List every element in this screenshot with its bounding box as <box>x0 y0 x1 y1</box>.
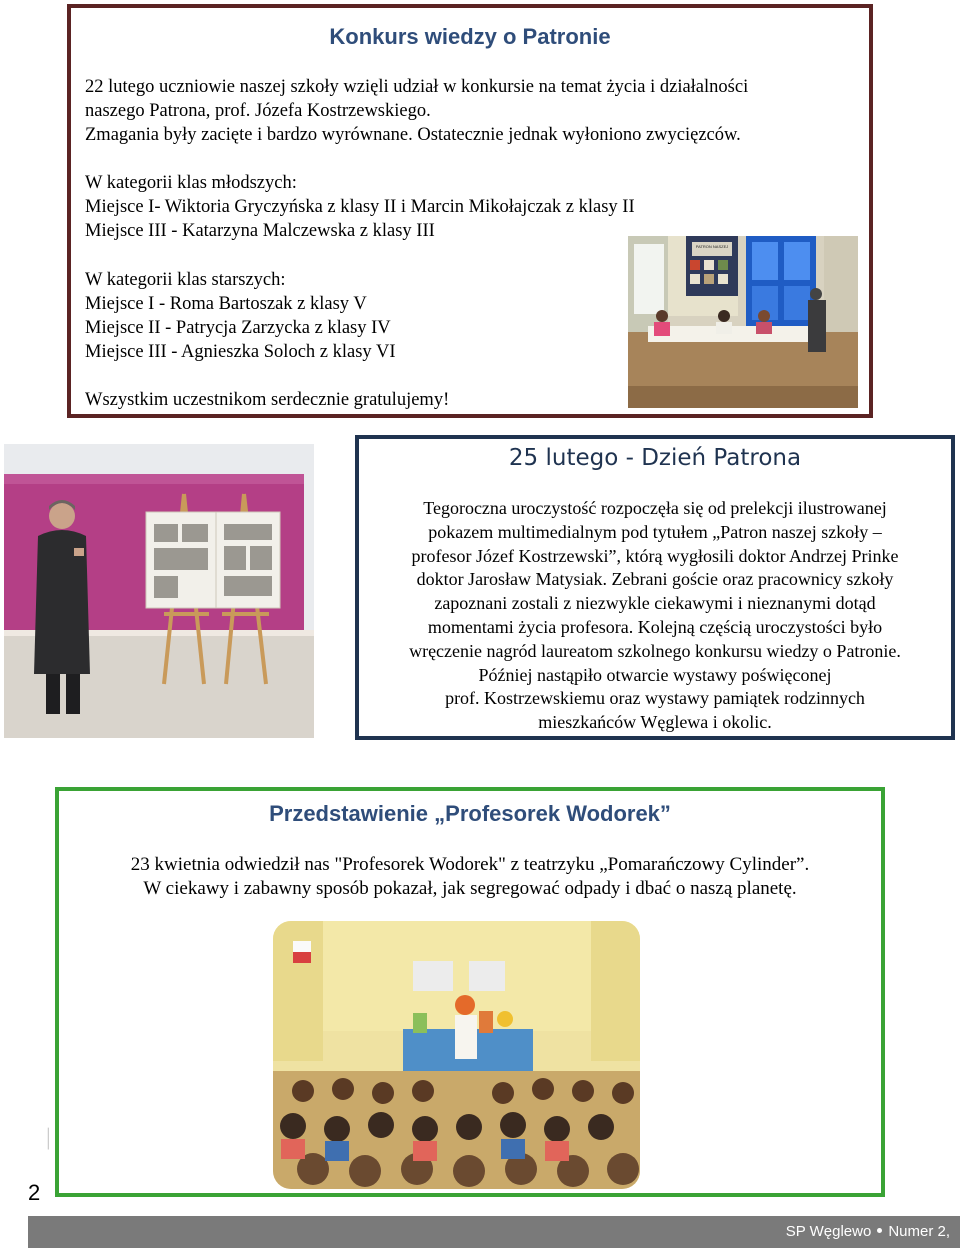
patron-day-line: mieszkańców Węglewa i okolic. <box>538 712 772 733</box>
footer-issue: Numer 2, <box>888 1223 950 1240</box>
theatre-line: W ciekawy i zabawny sposób pokazał, jak segregować odpady i dbać o naszą planetę. <box>143 878 797 899</box>
patron-day-line: pokazem multimedialnym pod tytułem „Patron naszej szkoły – <box>428 521 882 542</box>
patron-day-section <box>355 435 955 740</box>
footer-text <box>786 1223 950 1240</box>
intro-line: Zmagania były zacięte i bardzo wyrównane. Ostatecznie jednak wyłoniono zwycięzców. <box>85 125 741 145</box>
congratulations-text: Wszystkim uczestnikom serdecznie gratulujemy! <box>85 390 450 410</box>
theatre-line: 23 kwietnia odwiedził nas "Profesorek Wodorek" z teatrzyku „Pomarańczowy Cylinder”. <box>130 854 810 875</box>
contest-intro <box>85 75 845 147</box>
patron-day-title: 25 lutego - Dzień Patrona <box>508 445 802 471</box>
junior-place-3: Miejsce III - Katarzyna Malczewska z klasy III <box>85 221 435 241</box>
faint-watermark: │ <box>42 1128 55 1148</box>
contest-photo <box>628 236 858 408</box>
lecture-photo <box>4 444 314 738</box>
intro-line: naszego Patrona, prof. Józefa Kostrzewskiego. <box>85 101 431 121</box>
contest-title: Konkurs wiedzy o Patronie <box>329 24 611 49</box>
intro-line: 22 lutego uczniowie naszej szkoły wzięli udział w konkursie na temat życia i działalności <box>85 77 749 97</box>
senior-place-2: Miejsce II - Patrycja Zarzycka z klasy IV <box>85 318 391 338</box>
senior-heading: W kategorii klas starszych: <box>85 270 286 290</box>
theatre-text <box>59 853 881 901</box>
patron-day-line: momentami życia profesora. Kolejną częścią uroczystości było <box>427 616 883 637</box>
senior-place-3: Miejsce III - Agnieszka Soloch z klasy VI <box>85 342 396 362</box>
patron-day-line: prof. Kostrzewskiemu oraz wystawy pamiątek rodzinnych <box>445 688 865 709</box>
patron-day-text <box>359 497 951 735</box>
senior-place-1: Miejsce I - Roma Bartoszak z klasy V <box>85 294 367 314</box>
page-number: 2 <box>28 1180 41 1205</box>
patron-day-line: wręczenie nagród laureatom szkolnego konkursu wiedzy o Patronie. <box>409 640 901 661</box>
patron-day-line: Tegoroczna uroczystość rozpoczęła się od prelekcji ilustrowanej <box>423 498 887 518</box>
footer-school: SP Węglewo <box>785 1223 872 1240</box>
patron-day-line: zapoznani zostali z niezwykle ciekawymi i nieznanymi dotąd <box>434 593 876 614</box>
patron-day-line: doktor Jarosław Matysiak. Zebrani goście oraz pracownicy szkoły <box>416 569 894 590</box>
theatre-title: Przedstawienie „Profesorek Wodorek” <box>269 801 671 826</box>
patron-sign-text: PATRON NASZEJ <box>695 244 729 249</box>
footer-bar <box>28 1216 960 1248</box>
junior-results <box>85 171 845 243</box>
senior-results <box>85 268 625 364</box>
bullet-icon <box>877 1228 882 1233</box>
junior-place-1: Miejsce I- Wiktoria Gryczyńska z klasy II i Marcin Mikołajczak z klasy II <box>85 197 635 217</box>
patron-day-line: Później nastąpiło otwarcie wystawy poświęconej <box>478 664 832 685</box>
theatre-photo <box>273 921 640 1189</box>
junior-heading: W kategorii klas młodszych: <box>85 173 297 193</box>
patron-day-line: profesor Józef Kostrzewski”, którą wygłosili doktor Andrzej Prinke <box>411 545 899 566</box>
